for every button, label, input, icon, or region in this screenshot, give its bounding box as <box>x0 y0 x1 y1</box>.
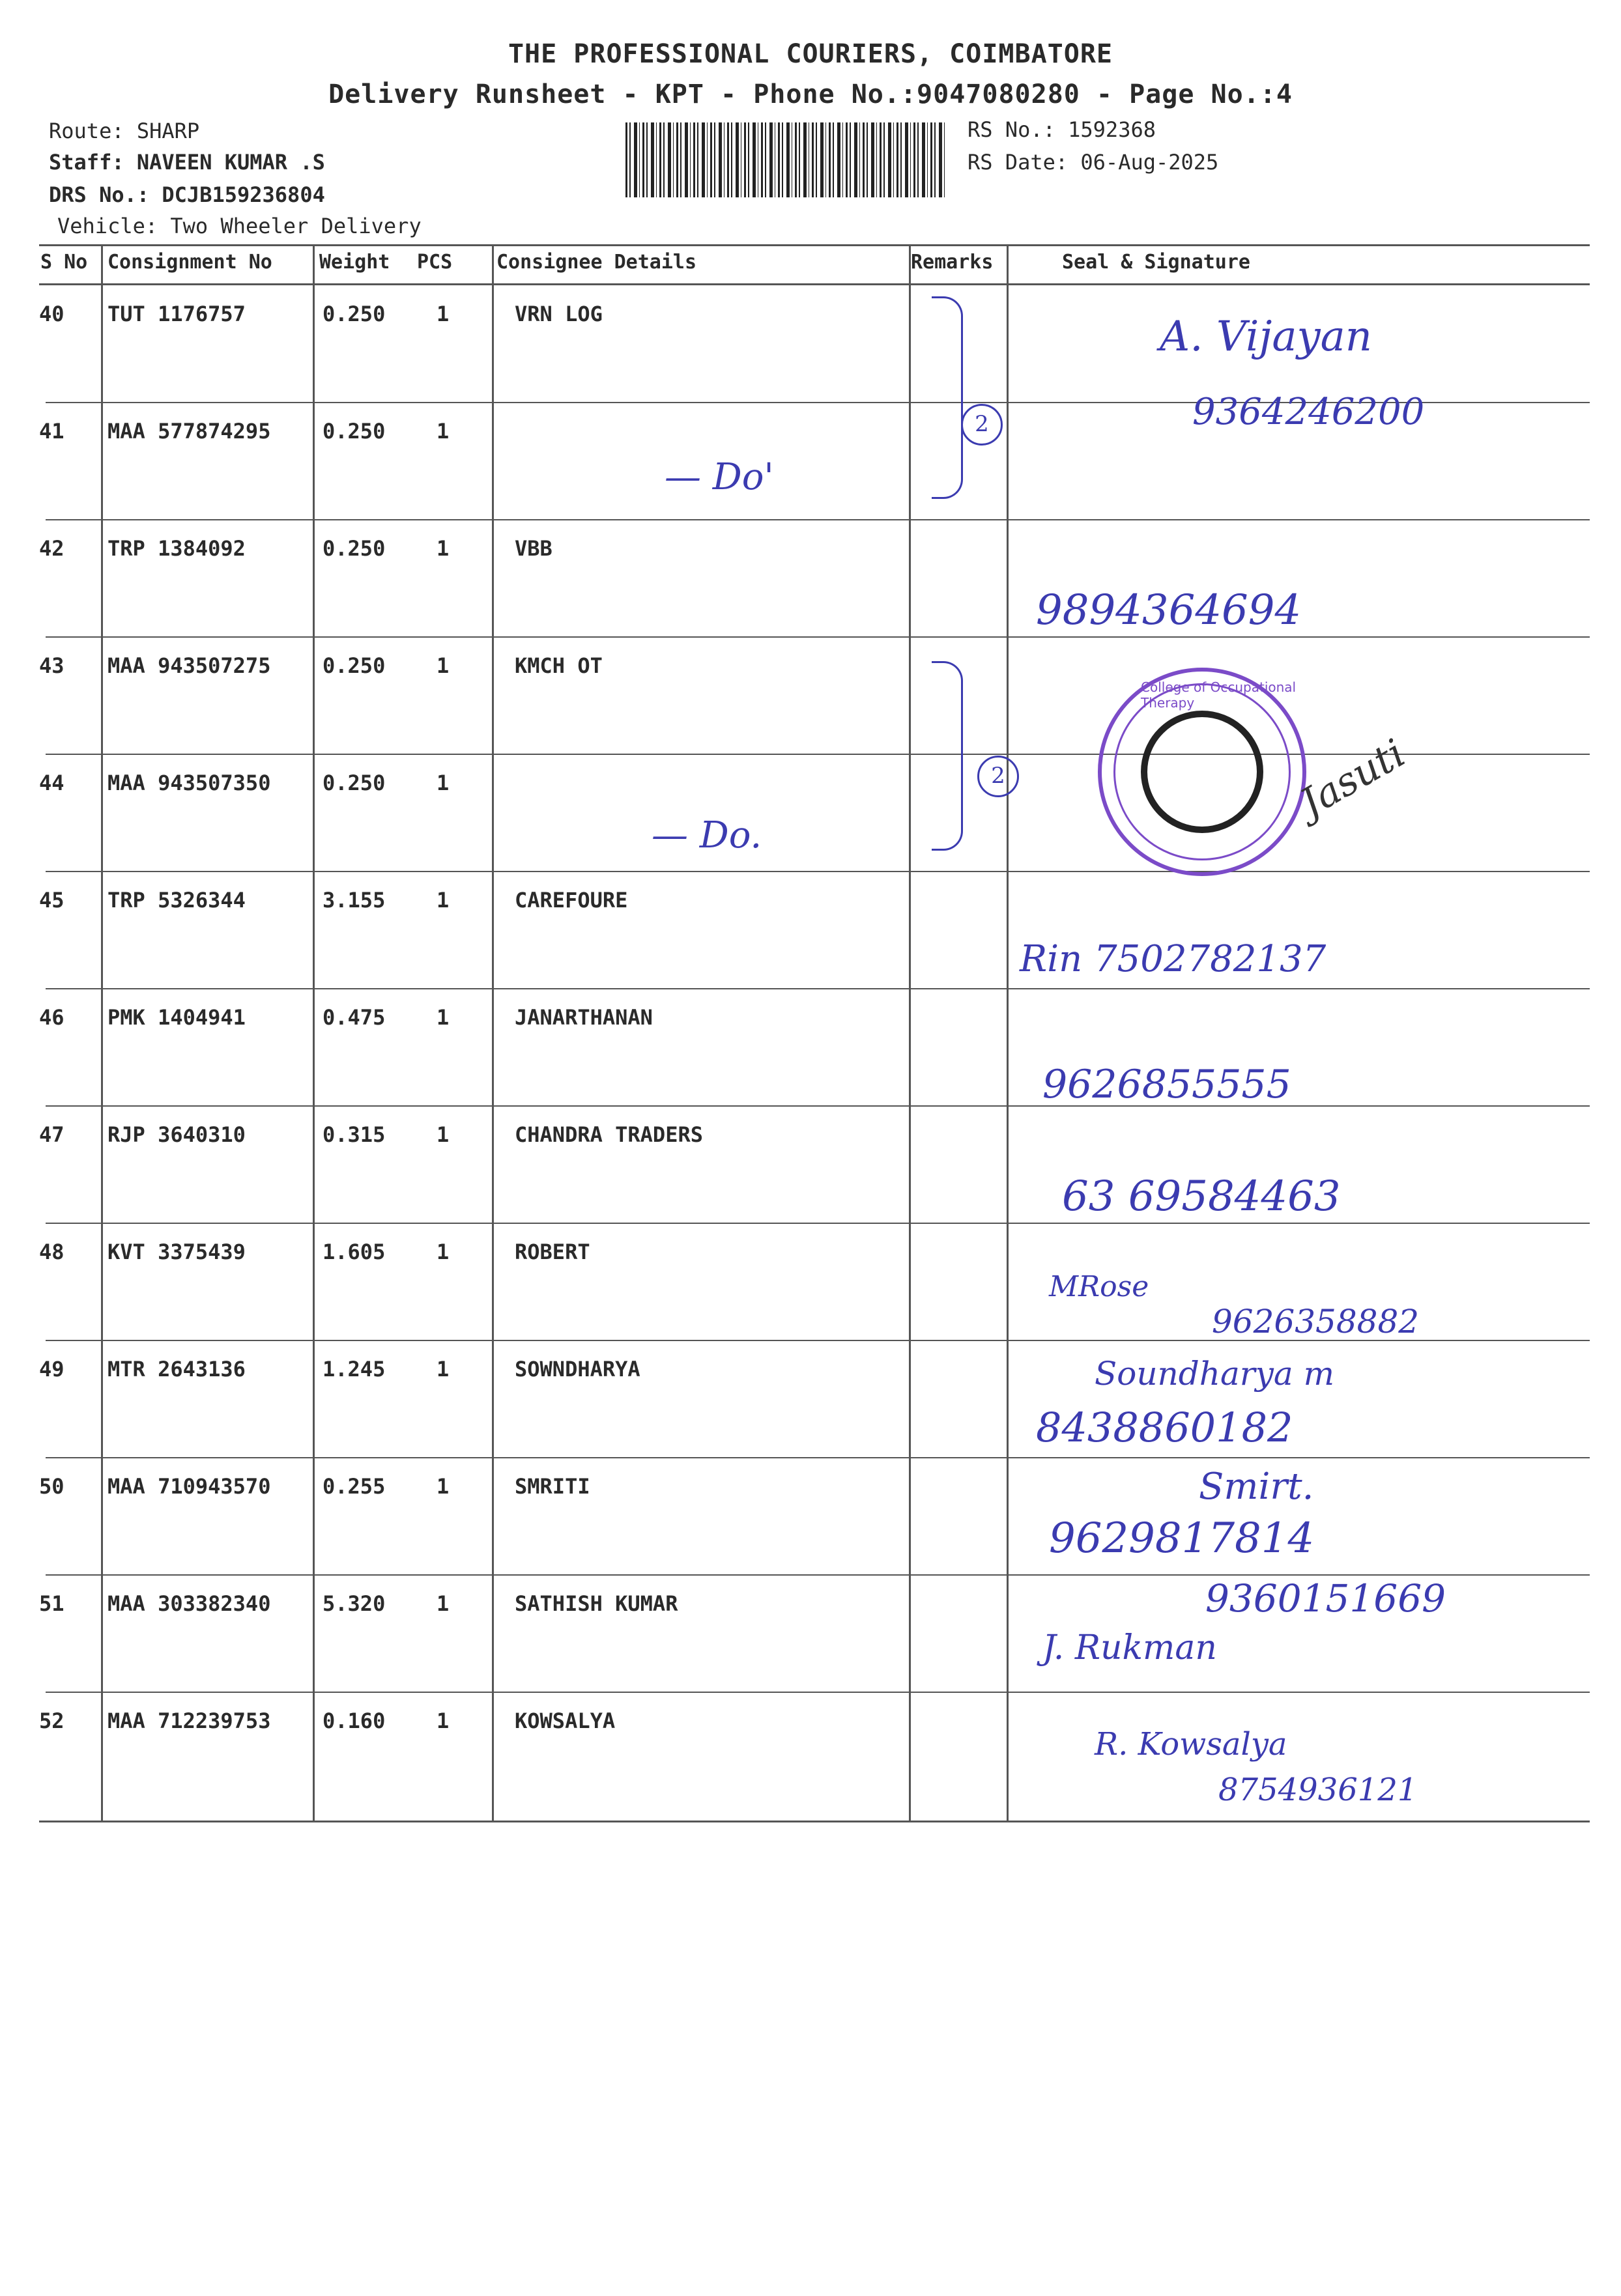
row-consignment: RJP 3640310 <box>108 1122 246 1147</box>
row-weight: 0.250 <box>323 771 386 795</box>
table-row <box>0 1105 1621 1223</box>
row-pcs: 1 <box>437 302 450 326</box>
table-bottom-rule <box>39 1821 1590 1822</box>
row-consignment: MAA 303382340 <box>108 1591 271 1616</box>
row-sno: 41 <box>39 419 65 444</box>
row-consignment: MAA 943507350 <box>108 771 271 795</box>
runsheet-subtitle: Delivery Runsheet - KPT - Phone No.:9047080280 - Page No.:4 <box>328 79 1293 109</box>
handwritten-phone: 8438860182 <box>1036 1404 1293 1451</box>
row-consignment: TRP 1384092 <box>108 536 246 561</box>
page-title: THE PROFESSIONAL COURIERS, COIMBATORE <box>508 39 1113 69</box>
rs-number: RS No.: 1592368 <box>968 117 1156 142</box>
row-sno: 42 <box>39 536 65 561</box>
handwritten-phone: 9626358882 <box>1212 1303 1420 1340</box>
handwritten-phone: 9629817814 <box>1049 1514 1315 1563</box>
row-pcs: 1 <box>437 1708 450 1733</box>
handwritten-phone: Rin 7502782137 <box>1020 938 1327 980</box>
row-consignee: CHANDRA TRADERS <box>515 1122 703 1147</box>
handwritten-phone: 9626855555 <box>1042 1062 1291 1107</box>
row-pcs: 1 <box>437 1357 450 1382</box>
row-sno: 51 <box>39 1591 65 1616</box>
ditto-mark: — Do' <box>665 456 774 498</box>
row-consignee: CAREFOURE <box>515 888 628 913</box>
row-pcs: 1 <box>437 888 450 913</box>
signature: J. Rukman <box>1042 1628 1217 1667</box>
table-row <box>0 285 1621 403</box>
row-consignee: SOWNDHARYA <box>515 1357 640 1382</box>
signature: MRose <box>1049 1270 1149 1303</box>
col-header-weight: Weight <box>319 251 390 274</box>
row-pcs: 1 <box>437 1122 450 1147</box>
row-weight: 0.475 <box>323 1005 386 1030</box>
row-consignment: MAA 712239753 <box>108 1708 271 1733</box>
stamp-text: College of Occupational Therapy <box>1141 679 1297 711</box>
row-weight: 3.155 <box>323 888 386 913</box>
col-header-consignee: Consignee Details <box>496 251 697 274</box>
remarks-brace <box>932 661 963 851</box>
row-weight: 0.255 <box>323 1474 386 1499</box>
col-header-seal: Seal & Signature <box>1062 251 1250 274</box>
row-weight: 0.160 <box>323 1708 386 1733</box>
handwritten-phone: 63 69584463 <box>1062 1172 1341 1221</box>
row-consignment: KVT 3375439 <box>108 1240 246 1264</box>
row-consignment: MAA 577874295 <box>108 419 271 444</box>
row-consignee: KOWSALYA <box>515 1708 616 1733</box>
row-sno: 46 <box>39 1005 65 1030</box>
barcode <box>625 122 945 197</box>
handwritten-phone: 9894364694 <box>1036 586 1302 634</box>
row-weight: 0.315 <box>323 1122 386 1147</box>
table-row <box>0 1457 1621 1575</box>
row-weight: 5.320 <box>323 1591 386 1616</box>
row-sno: 48 <box>39 1240 65 1264</box>
handwritten-phone: 9360151669 <box>1205 1576 1446 1621</box>
row-pcs: 1 <box>437 771 450 795</box>
ditto-mark: — Do. <box>652 814 762 857</box>
row-consignee: KMCH OT <box>515 653 603 678</box>
table-row <box>0 1340 1621 1458</box>
row-sno: 44 <box>39 771 65 795</box>
row-sno: 45 <box>39 888 65 913</box>
row-sno: 52 <box>39 1708 65 1733</box>
signature: R. Kowsalya <box>1095 1726 1287 1763</box>
row-consignee: VRN LOG <box>515 302 603 326</box>
handwritten-phone: 8754936121 <box>1218 1772 1418 1808</box>
row-pcs: 1 <box>437 536 450 561</box>
row-sno: 43 <box>39 653 65 678</box>
row-pcs: 1 <box>437 1240 450 1264</box>
row-pcs: 1 <box>437 1005 450 1030</box>
table-row <box>0 871 1621 989</box>
remarks-brace <box>932 296 963 499</box>
route-label: Route: SHARP <box>49 119 200 143</box>
staff-label: Staff: NAVEEN KUMAR .S <box>49 150 325 175</box>
signature: Jasuti <box>1293 730 1413 827</box>
row-weight: 0.250 <box>323 419 386 444</box>
row-sno: 40 <box>39 302 65 326</box>
row-pcs: 1 <box>437 653 450 678</box>
table-row <box>0 519 1621 637</box>
row-consignee: SATHISH KUMAR <box>515 1591 678 1616</box>
signature: Soundharya m <box>1095 1355 1335 1393</box>
signature: Smirt. <box>1199 1466 1314 1508</box>
remark-count-badge: 2 <box>961 404 1003 446</box>
row-consignment: TUT 1176757 <box>108 302 246 326</box>
row-sno: 49 <box>39 1357 65 1382</box>
row-consignment: MAA 943507275 <box>108 653 271 678</box>
row-weight: 1.245 <box>323 1357 386 1382</box>
row-consignment: TRP 5326344 <box>108 888 246 913</box>
row-weight: 1.605 <box>323 1240 386 1264</box>
row-consignee: VBB <box>515 536 552 561</box>
table-top-rule <box>39 244 1590 246</box>
col-header-remarks: Remarks <box>911 251 994 274</box>
row-consignment: MAA 710943570 <box>108 1474 271 1499</box>
handwritten-phone: 9364246200 <box>1192 391 1425 433</box>
row-consignment: PMK 1404941 <box>108 1005 246 1030</box>
drs-number: DRS No.: DCJB159236804 <box>49 182 325 207</box>
row-weight: 0.250 <box>323 302 386 326</box>
row-sno: 47 <box>39 1122 65 1147</box>
row-consignee: JANARTHANAN <box>515 1005 653 1030</box>
col-header-pcs: PCS <box>417 251 453 274</box>
row-consignment: MTR 2643136 <box>108 1357 246 1382</box>
rs-date: RS Date: 06-Aug-2025 <box>968 150 1219 175</box>
col-header-consignment: Consignment No <box>108 251 272 274</box>
row-weight: 0.250 <box>323 536 386 561</box>
row-weight: 0.250 <box>323 653 386 678</box>
row-pcs: 1 <box>437 1474 450 1499</box>
row-sno: 50 <box>39 1474 65 1499</box>
remark-count-badge: 2 <box>977 756 1019 797</box>
signature: A. Vijayan <box>1160 313 1372 361</box>
row-pcs: 1 <box>437 419 450 444</box>
col-header-sno: S No <box>40 251 88 274</box>
row-pcs: 1 <box>437 1591 450 1616</box>
table-row <box>0 988 1621 1106</box>
seal-stamp <box>1098 668 1306 876</box>
row-consignee: ROBERT <box>515 1240 590 1264</box>
vehicle-label: Vehicle: Two Wheeler Delivery <box>57 214 422 238</box>
row-consignee: SMRITI <box>515 1474 590 1499</box>
